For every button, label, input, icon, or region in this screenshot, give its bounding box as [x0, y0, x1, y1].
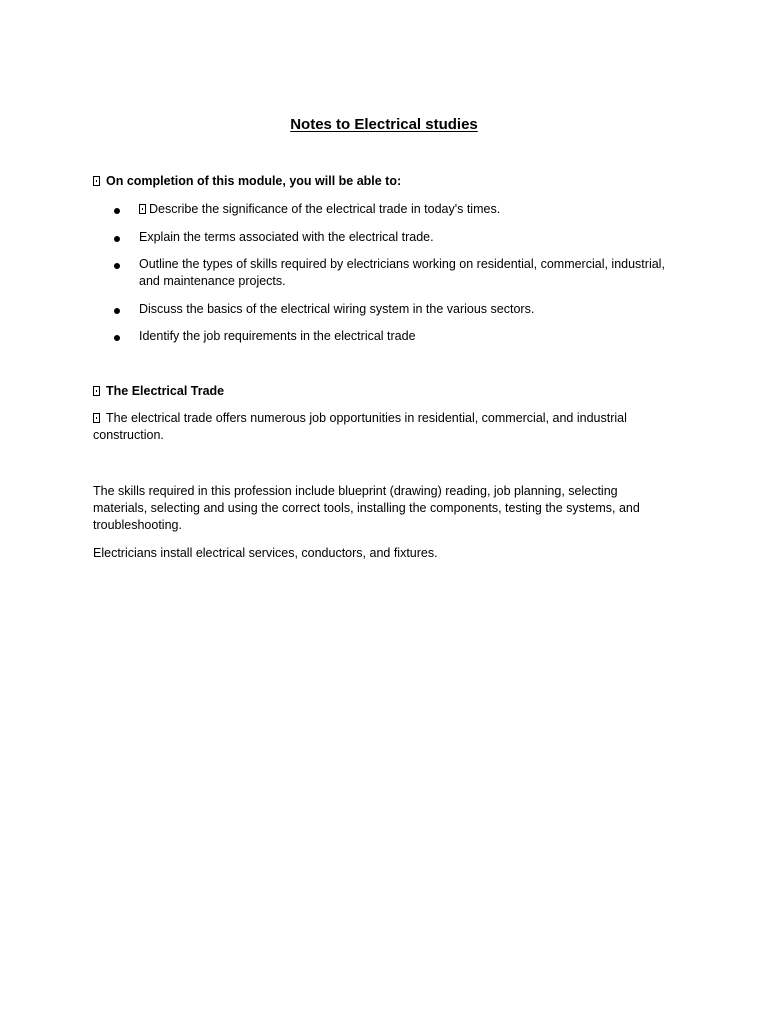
list-item: Identify the job requirements in the electrical trade: [139, 329, 416, 343]
missing-glyph-icon: [139, 204, 146, 214]
paragraph: The electrical trade offers numerous job opportunities in residential, commercial, and industrial construction.: [93, 411, 627, 442]
objectives-heading: [93, 173, 401, 190]
section-heading-text: The Electrical Trade: [106, 384, 225, 398]
paragraph: Electricians install electrical services, conductors, and fixtures.: [93, 546, 438, 560]
paragraph: The skills required in this profession include blueprint (drawing) reading, job planning, selecting materials, selecting and using the correct tools, installing the components, testing the systems, and troubleshooting.: [93, 484, 640, 532]
list-item: Explain the terms associated with the electrical trade.: [139, 230, 434, 244]
missing-glyph-icon: [93, 176, 100, 186]
bullet-icon: [114, 308, 120, 314]
objectives-heading-text: On completion of this module, you will be able to:: [106, 174, 402, 188]
missing-glyph-icon: [93, 386, 100, 396]
list-item: Describe the significance of the electrical trade in today's times.: [139, 201, 679, 218]
list-item: Outline the types of skills required by electricians working on residential, commercial, industrial, and maintenance projects.: [139, 257, 665, 288]
bullet-icon: [114, 208, 120, 214]
bullet-icon: [114, 236, 120, 242]
bullet-icon: [114, 263, 120, 269]
document-title: Notes to Electrical studies: [290, 116, 478, 133]
list-item: Discuss the basics of the electrical wiring system in the various sectors.: [139, 302, 535, 316]
section-heading: [93, 383, 224, 400]
missing-glyph-icon: [93, 413, 100, 423]
bullet-icon: [114, 335, 120, 341]
